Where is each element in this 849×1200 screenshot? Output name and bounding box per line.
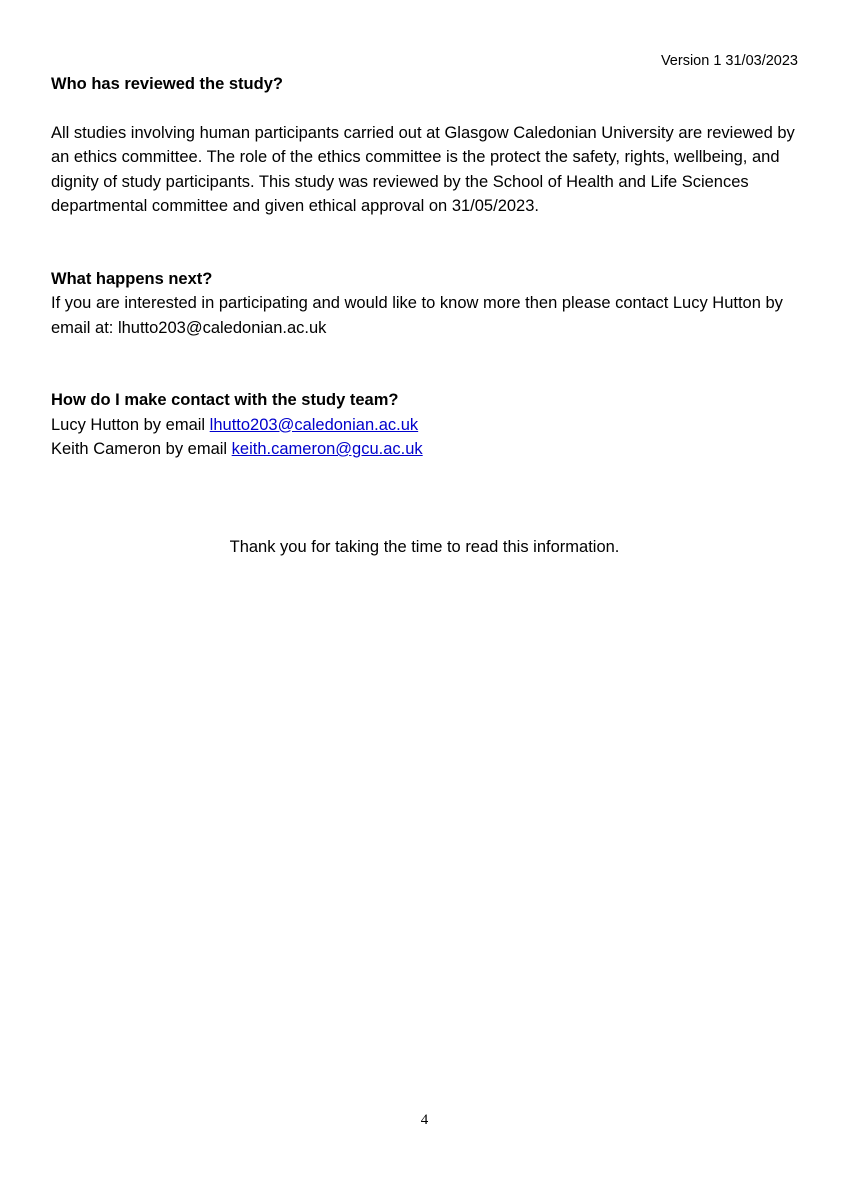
lucy-email-link[interactable]: lhutto203@caledonian.ac.uk xyxy=(209,415,419,434)
contact-line-lucy xyxy=(51,413,811,438)
thank-you-note: Thank you for taking the time to read this information. xyxy=(229,538,620,556)
reviewed-paragraph: All studies involving human participants carried out at Glasgow Caledonian University are reviewed by an ethics committee. The role of the ethics committee is the protect the safety, rights, wellbeing, and dignity of study participants. This study was reviewed by the School of Health and Life Sciences departmental committee and given ethical approval on 31/05/2023. xyxy=(51,123,795,215)
next-heading: What happens next? xyxy=(51,269,213,288)
contact-line-keith xyxy=(51,437,811,462)
page-number: 4 xyxy=(420,1112,429,1128)
version-label: Version 1 31/03/2023 xyxy=(660,53,798,69)
next-paragraph: If you are interested in participating and would like to know more then please contact Lucy Hutton by email at: lhutto203@caledonian.ac.uk xyxy=(51,294,783,337)
contact-prefix: Keith Cameron by email xyxy=(51,440,232,458)
contact-heading: How do I make contact with the study team? xyxy=(51,391,399,409)
document-body xyxy=(51,72,811,462)
keith-email-link[interactable]: keith.cameron@gcu.ac.uk xyxy=(231,440,423,458)
contact-prefix: Lucy Hutton by email xyxy=(51,415,210,434)
reviewed-heading: Who has reviewed the study? xyxy=(51,75,283,93)
